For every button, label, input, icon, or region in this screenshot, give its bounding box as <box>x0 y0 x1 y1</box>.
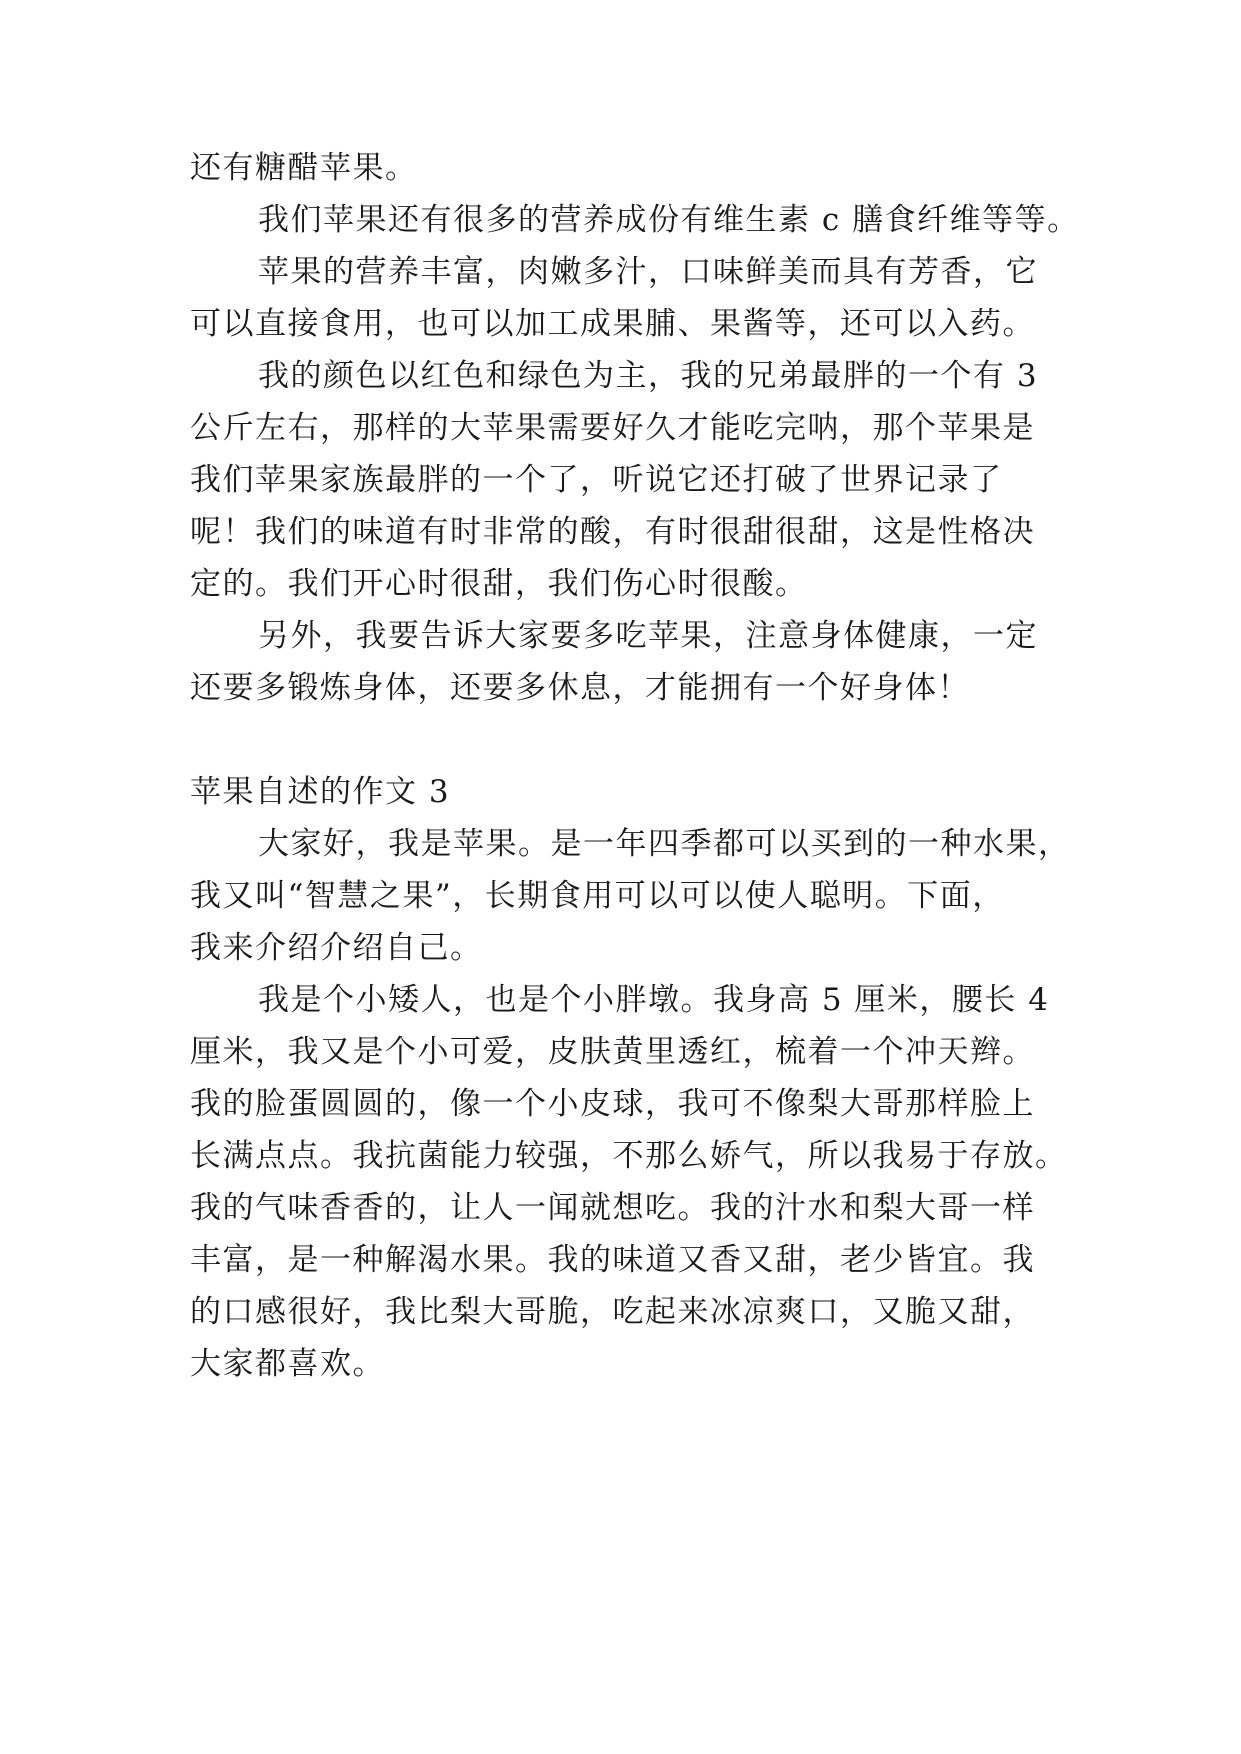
paragraph-line: 呢！我们的味道有时非常的酸，有时很甜很甜，这是性格决 <box>190 514 1035 550</box>
paragraph-line: 苹果的营养丰富，肉嫩多汁，口味鲜美而具有芳香，它 <box>258 254 1038 290</box>
paragraph-line: 还要多锻炼身体，还要多休息，才能拥有一个好身体！ <box>190 670 970 706</box>
section-heading: 苹果自述的作文 3 <box>190 774 451 810</box>
paragraph-line: 丰富，是一种解渴水果。我的味道又香又甜，老少皆宜。我 <box>190 1242 1035 1278</box>
paragraph-line: 我来介绍介绍自己。 <box>190 930 483 966</box>
paragraph-line: 厘米，我又是个小可爱，皮肤黄里透红，梳着一个冲天辫。 <box>190 1034 1035 1070</box>
paragraph-line: 大家好，我是苹果。是一年四季都可以买到的一种水果， <box>258 826 1071 862</box>
paragraph-line: 大家都喜欢。 <box>190 1346 385 1382</box>
paragraph-line: 我的气味香香的，让人一闻就想吃。我的汁水和梨大哥一样 <box>190 1190 1035 1226</box>
paragraph-line: 另外，我要告诉大家要多吃苹果，注意身体健康，一定 <box>258 618 1038 654</box>
paragraph-line: 我的脸蛋圆圆的，像一个小皮球，我可不像梨大哥那样脸上 <box>190 1086 1035 1122</box>
paragraph-line: 长满点点。我抗菌能力较强，不那么娇气，所以我易于存放。 <box>190 1138 1068 1174</box>
paragraph-line: 我又叫“智慧之果”，长期食用可以可以使人聪明。下面， <box>190 878 1005 914</box>
paragraph-line: 定的。我们开心时很甜，我们伤心时很酸。 <box>190 566 808 602</box>
paragraph-line: 公斤左右，那样的大苹果需要好久才能吃完呐，那个苹果是 <box>190 410 1035 446</box>
paragraph-line: 的口感很好，我比梨大哥脆，吃起来冰凉爽口，又脆又甜， <box>190 1294 1035 1330</box>
paragraph-line: 我们苹果家族最胖的一个了，听说它还打破了世界记录了 <box>190 462 1003 498</box>
paragraph-line: 我们苹果还有很多的营养成份有维生素 c 膳食纤维等等。 <box>258 202 1080 238</box>
paragraph-line: 我是个小矮人，也是个小胖墩。我身高 5 厘米，腰长 4 <box>258 982 1050 1018</box>
paragraph-line: 可以直接食用，也可以加工成果脯、果酱等，还可以入药。 <box>190 306 1035 342</box>
paragraph-line: 我的颜色以红色和绿色为主，我的兄弟最胖的一个有 3 <box>258 358 1039 394</box>
paragraph-line: 还有糖醋苹果。 <box>190 150 418 186</box>
